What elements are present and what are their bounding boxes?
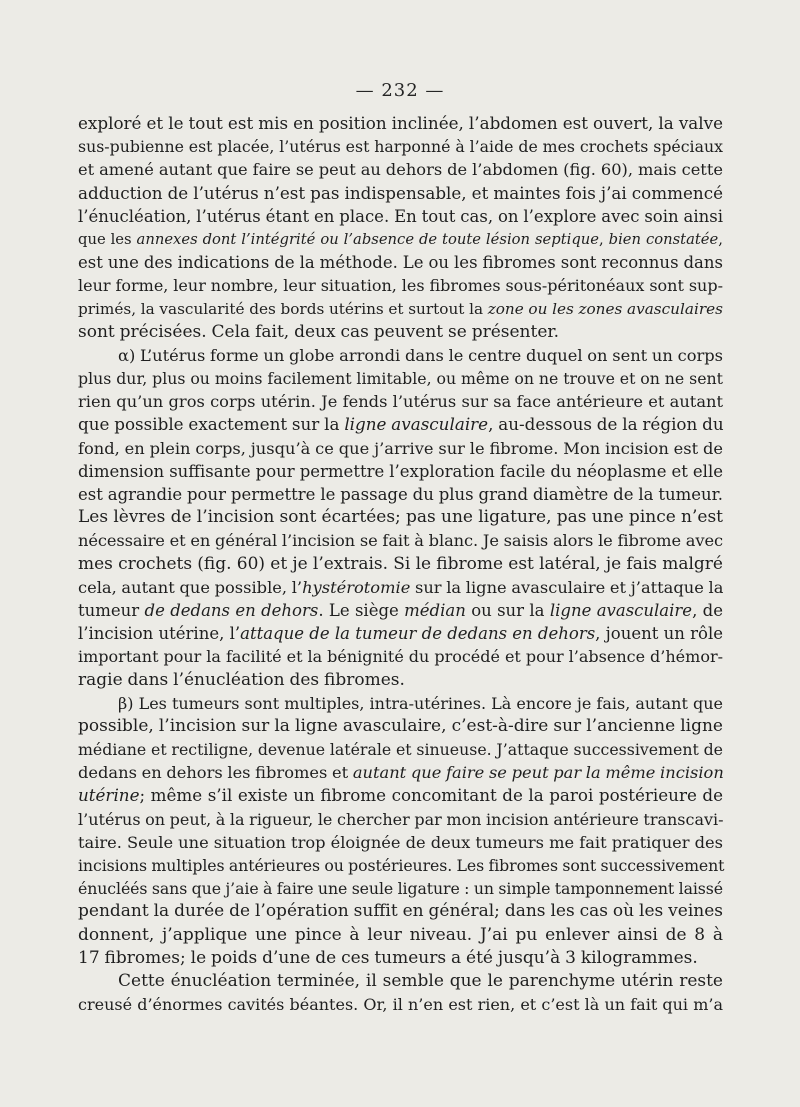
- text-line: α) L’utérus forme un globe arrondi dans le centre duquel on sent un corps: [118, 345, 723, 365]
- text-line: l’utérus on peut, à la rigueur, le chercher par mon incision antérieure transcavi-: [78, 809, 724, 829]
- text-line: incisions multiples antérieures ou postérieures. Les fibromes sont successivement: [78, 856, 725, 875]
- text-line: énucléés sans que j’aie à faire une seule ligature : un simple tamponnement laissé: [78, 879, 723, 899]
- text-run: l’incision utérine, l’: [78, 624, 241, 644]
- page-number: — 232 —: [355, 80, 445, 101]
- text-line: β) Les tumeurs sont multiples, intra-utérines. Là encore je fais, autant que: [118, 693, 723, 713]
- text-run: cela, autant que possible, l’: [78, 577, 303, 597]
- text-line: nécessaire et en général l’incision se fait à blanc. Je saisis alors le fibrome avec: [78, 531, 723, 551]
- text-line: rien qu’un gros corps utérin. Je fends l’utérus sur sa face antérieure et autant: [78, 392, 723, 412]
- text-line: [78, 298, 723, 321]
- text-line: creusé d’énormes cavités béantes. Or, il n’en est rien, et c’est là un fait qui m’a: [78, 995, 723, 1015]
- text-line: ragie dans l’énucléation des fibromes.: [78, 669, 405, 690]
- text-run: , au-dessous de la région du: [488, 414, 724, 435]
- text-line: sus-pubienne est placée, l’utérus est harponné à l’aide de mes crochets spéciaux: [78, 137, 723, 157]
- italic-run: ligne avasculaire: [344, 414, 489, 435]
- text-run: sur la ligne avasculaire et j’attaque la: [410, 577, 724, 597]
- italic-run: hystérotomie: [302, 577, 411, 597]
- text-line: fond, en plein corps, jusqu’à ce que j’arrive sur le fibrome. Mon incision est de: [78, 438, 723, 458]
- text-run: ou sur la: [465, 600, 550, 620]
- text-line: [78, 761, 723, 784]
- text-line: Les lèvres de l’incision sont écartées; pas une ligature, pas une pince n’est: [78, 507, 723, 528]
- body-text: [78, 112, 723, 1016]
- text-line: [78, 622, 723, 645]
- text-run: tumeur: [78, 600, 145, 620]
- italic-run: autant que faire se peut par la même incision: [352, 763, 724, 783]
- text-line: l’énucléation, l’utérus étant en place. En tout cas, on l’explore avec soin ainsi: [78, 206, 723, 226]
- text-line: est agrandie pour permettre le passage du plus grand diamètre de la tumeur.: [78, 485, 723, 504]
- italic-run: annexes dont l’intégrité ou l’absence de toute lésion septique: [136, 230, 600, 248]
- text-run: ,: [718, 230, 723, 248]
- text-line: pendant la durée de l’opération suffit en général; dans les cas où les veines: [78, 901, 723, 922]
- text-run: que les: [78, 230, 137, 248]
- text-run: que possible exactement sur la: [78, 414, 345, 435]
- text-line: important pour la facilité et la bénignité du procédé et pour l’absence d’hémor-: [78, 647, 723, 667]
- text-run: , jouent un rôle: [595, 624, 723, 644]
- italic-run: bien constatée: [608, 230, 719, 248]
- italic-run: attaque de la tumeur de dedans en dehors: [240, 624, 596, 644]
- text-run: ; même s’il existe un fibrome concomitant de la paroi postérieure de: [139, 785, 723, 806]
- text-run: . Le siège: [318, 600, 405, 620]
- italic-run: utérine: [78, 785, 140, 806]
- text-line: médiane et rectiligne, devenue latérale et sinueuse. J’attaque successivement de: [78, 740, 723, 760]
- text-line: adduction de l’utérus n’est pas indispensable, et maintes fois j’ai commencé: [78, 182, 723, 203]
- italic-run: zone ou les zones avasculaires: [487, 299, 723, 318]
- text-run: ,: [599, 230, 609, 248]
- text-line: plus dur, plus ou moins facilement limitable, ou même on ne trouve et on ne sent: [78, 369, 723, 389]
- text-line: donnent, j’applique une pince à leur niveau. J’ai pu enlever ainsi de 8 à: [78, 924, 723, 945]
- text-line: est une des indications de la méthode. Le ou les fibromes sont reconnus dans: [78, 253, 723, 273]
- italic-run: de dedans en dehors: [144, 600, 319, 620]
- text-line: leur forme, leur nombre, leur situation, les fibromes sous-péritonéaux sont sup-: [78, 276, 723, 296]
- text-line: taire. Seule une situation trop éloignée de deux tumeurs me fait pratiquer des: [78, 832, 723, 852]
- italic-run: ligne avasculaire: [549, 600, 693, 620]
- text-line: [78, 784, 723, 807]
- text-run: dedans en dehors les fibromes et: [78, 763, 353, 783]
- text-line: mes crochets (fig. 60) et je l’extrais. Si le fibrome est latéral, je fais malgré: [78, 553, 723, 574]
- text-run: , de: [692, 600, 723, 620]
- text-line: et amené autant que faire se peut au dehors de l’abdomen (fig. 60), mais cette: [78, 160, 723, 180]
- text-line: [78, 599, 723, 622]
- text-line: possible, l’incision sur la ligne avasculaire, c’est-à-dire sur l’ancienne ligne: [78, 715, 723, 736]
- text-line: Cette énucléation terminée, il semble que le parenchyme utérin reste: [118, 970, 723, 991]
- text-line: [78, 576, 723, 599]
- text-run: primés, la vascularité des bords utérins et surtout la: [78, 299, 488, 318]
- text-line: dimension suffisante pour permettre l’exploration facile du néoplasme et elle: [78, 461, 723, 481]
- italic-run: médian: [404, 600, 466, 620]
- text-line: sont précisées. Cela fait, deux cas peuvent se présenter.: [78, 321, 560, 342]
- text-line: [78, 413, 723, 436]
- text-line: exploré et le tout est mis en position inclinée, l’abdomen est ouvert, la valve: [78, 113, 723, 133]
- text-line: 17 fibromes; le poids d’une de ces tumeurs a été jusqu’à 3 kilogrammes.: [78, 947, 698, 968]
- text-line: [78, 228, 723, 251]
